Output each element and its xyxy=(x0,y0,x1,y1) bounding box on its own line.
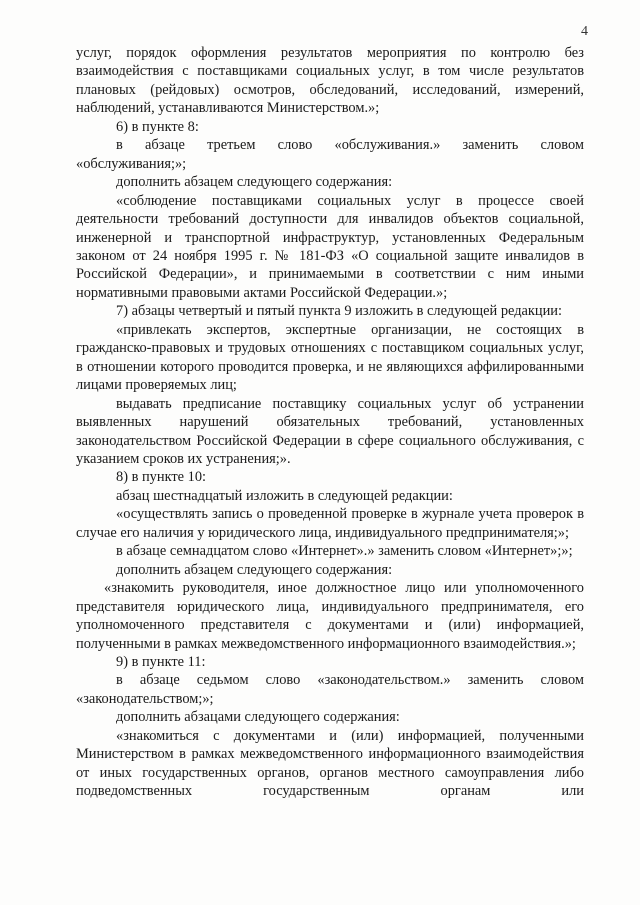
paragraph-acquaint-head: «знакомить руководителя, иное должностное лицо или уполномоченного представителя юридического лица, индивидуального предпринимателя, его уполномоченного представителя с документами и (или) информацией, полученными в рамках межведомственного информационного взаимодействия.»; xyxy=(76,580,584,652)
paragraph-item-8: 8) в пункте 10: xyxy=(116,469,207,486)
document-body xyxy=(76,44,584,801)
paragraph-accessibility-requirements: «соблюдение поставщиками социальных услуг в процессе своей деятельности требований доступности для инвалидов объектов социальной, инженерной и транспортной инфраструктур, установленных Федеральным законом от 24 ноября 1995 г. № 181-ФЗ «О социальной защите инвалидов в Российской Федерации», и принимаемыми в соответствии с ним иными нормативными правовыми актами Российской Федерации.»; xyxy=(76,192,584,301)
paragraph-engage-experts: «привлекать экспертов, экспертные организации, не состоящих в гражданско-правовых и трудовых отношениях с поставщиком социальных услуг, в отношении которого проводится проверка, и не являющихся аффилированными лицами проверяемых лиц; xyxy=(76,321,584,394)
paragraph-item-6: 6) в пункте 8: xyxy=(116,118,199,135)
paragraph-continuation: услуг, порядок оформления результатов мероприятия по контролю без взаимодействия с поставщиками социальных услуг, в том числе результатов плановых (рейдовых) осмотров, обследований, исследований, измерений, наблюдений, устанавливаются Министерством.»; xyxy=(76,45,584,117)
paragraph-add-intro-3: дополнить абзацами следующего содержания: xyxy=(116,709,400,726)
paragraph-add-intro-1: дополнить абзацем следующего содержания: xyxy=(116,174,393,191)
paragraph-item-7: 7) абзацы четвертый и пятый пункта 9 изложить в следующей редакции: xyxy=(116,303,563,320)
paragraph-issue-order: выдавать предписание поставщику социальных услуг об устранении выявленных нарушений обязательных требований, установленных законодательством Российской Федерации в сфере социального обслуживания, с указанием сроков их устранения;». xyxy=(76,395,584,467)
paragraph-item-9: 9) в пункте 11: xyxy=(116,653,206,670)
paragraph-sixteenth-edit: абзац шестнадцатый изложить в следующей редакции: xyxy=(116,487,453,504)
paragraph-replace-internet: в абзаце семнадцатом слово «Интернет».» заменить словом «Интернет»;»; xyxy=(116,543,573,560)
paragraph-replace-obsluzhivaniya: в абзаце третьем слово «обслуживания.» заменить словом «обслуживания;»; xyxy=(76,137,584,172)
page-number: 4 xyxy=(581,24,588,39)
paragraph-journal-record: «осуществлять запись о проведенной проверке в журнале учета проверок в случае его наличия у юридического лица, индивидуального предпринимателя;»; xyxy=(76,506,584,541)
paragraph-replace-legislation: в абзаце седьмом слово «законодательством.» заменить словом «законодательством;»; xyxy=(76,672,584,707)
paragraph-acquaint-documents: «знакомиться с документами и (или) информацией, полученными Министерством в рамках межведомственного информационного взаимодействия от иных государственных органов, органов местного самоуправления либо подведомственных государственным органам или xyxy=(76,727,584,800)
paragraph-add-intro-2: дополнить абзацем следующего содержания: xyxy=(116,561,393,578)
